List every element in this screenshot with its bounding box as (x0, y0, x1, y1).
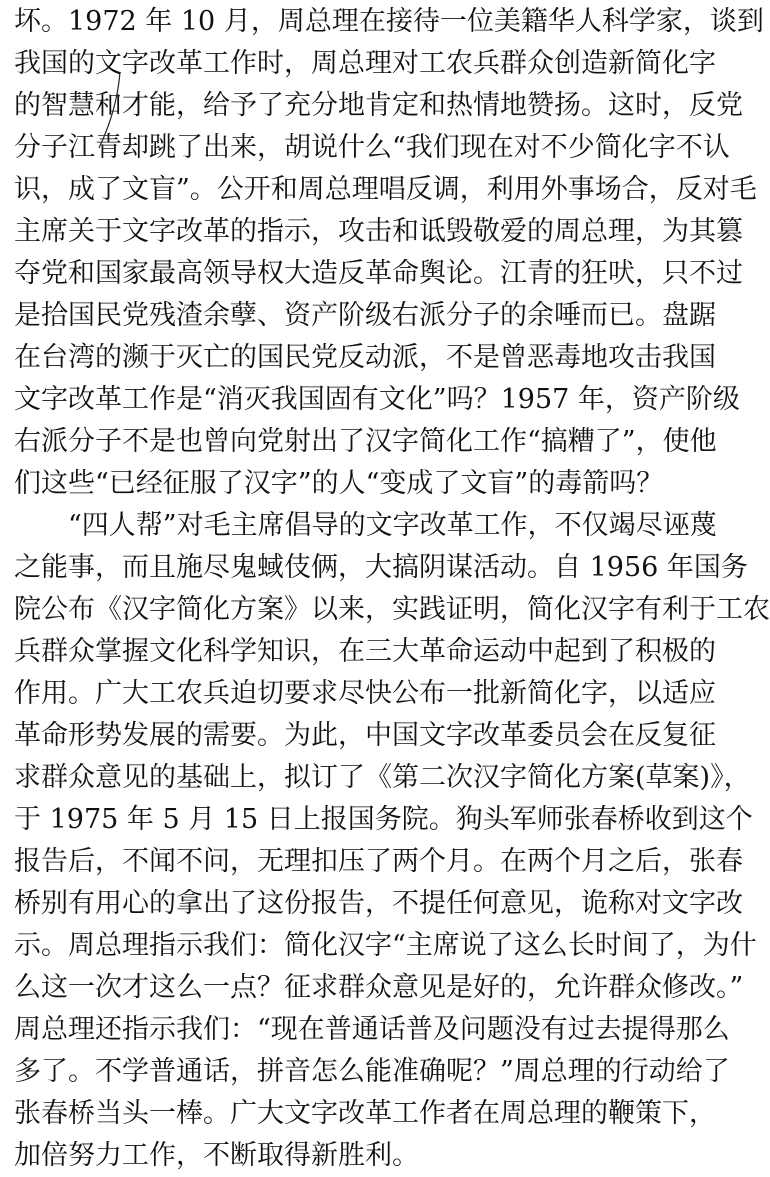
text-line: 夺党和国家最高领导权大造反革命舆论。江青的狂吠，只不过 (14, 258, 743, 289)
text-line: 革命形势发展的需要。为此，中国文字改革委员会在反复征 (14, 720, 716, 751)
document-page (14, 1, 770, 1177)
text-line: 文字改革工作是“消灭我国固有文化”吗？1957 年，资产阶级 (14, 384, 740, 415)
text-line: “四人帮”对毛主席倡导的文字改革工作，不仅竭尽诬蔑 (68, 510, 717, 541)
text-line: 坏。1972 年 10 月，周总理在接待一位美籍华人科学家，谈到 (14, 6, 764, 37)
text-line: 加倍努力工作，不断取得新胜利。 (14, 1140, 419, 1171)
text-line: 桥别有用心的拿出了这份报告，不提任何意见，诡称对文字改 (14, 888, 743, 919)
text-line: 于 1975 年 5 月 15 日上报国务院。狗头军师张春桥收到这个 (14, 804, 753, 835)
text-line: 么这一次才这么一点？征求群众意见是好的，允许群众修改。” (14, 972, 744, 1003)
text-line: 周总理还指示我们：“现在普通话普及问题没有过去提得那么 (14, 1014, 730, 1045)
paragraph-1 (14, 1, 764, 505)
text-line: 张春桥当头一棒。广大文字改革工作者在周总理的鞭策下， (14, 1098, 716, 1129)
text-line: 兵群众掌握文化科学知识，在三大革命运动中起到了积极的 (14, 636, 716, 667)
text-line: 求群众意见的基础上，拟订了《第二次汉字简化方案(草案)》， (14, 762, 751, 793)
text-line: 多了。不学普通话，拼音怎么能准确呢？”周总理的行动给了 (14, 1056, 730, 1087)
text-line: 是拾国民党残渣余孽、资产阶级右派分子的余唾而已。盘踞 (14, 300, 716, 331)
text-line: 在台湾的濒于灭亡的国民党反动派，不是曾恶毒地攻击我国 (14, 342, 716, 373)
text-line: 之能事，而且施尽鬼蜮伎俩，大搞阴谋活动。自 1956 年国务 (14, 552, 748, 583)
text-line: 我国的文字改革工作时，周总理对工农兵群众创造新简化字 (14, 48, 716, 79)
text-line: 示。周总理指示我们：简化汉字“主席说了这么长时间了，为什 (14, 930, 757, 961)
text-line: 分子江青却跳了出来，胡说什么“我们现在对不少简化字不认 (14, 132, 730, 163)
text-line: 们这些“已经征服了汉字”的人“变成了文盲”的毒箭吗？ (14, 468, 664, 499)
paragraph-2 (14, 505, 770, 1177)
text-line: 作用。广大工农兵迫切要求尽快公布一批新简化字，以适应 (14, 678, 716, 709)
text-line: 的智慧和才能，给予了充分地肯定和热情地赞扬。这时，反党 (14, 90, 743, 121)
text-line: 右派分子不是也曾向党射出了汉字简化工作“搞糟了”，使他 (14, 426, 717, 457)
text-line: 报告后，不闻不问，无理扣压了两个月。在两个月之后，张春 (14, 846, 743, 877)
text-line: 识，成了文盲”。公开和周总理唱反调，利用外事场合，反对毛 (14, 174, 757, 205)
text-line: 主席关于文字改革的指示，攻击和诋毁敬爱的周总理，为其篡 (14, 216, 743, 247)
text-line: 院公布《汉字简化方案》以来，实践证明，简化汉字有利于工农 (14, 594, 770, 625)
